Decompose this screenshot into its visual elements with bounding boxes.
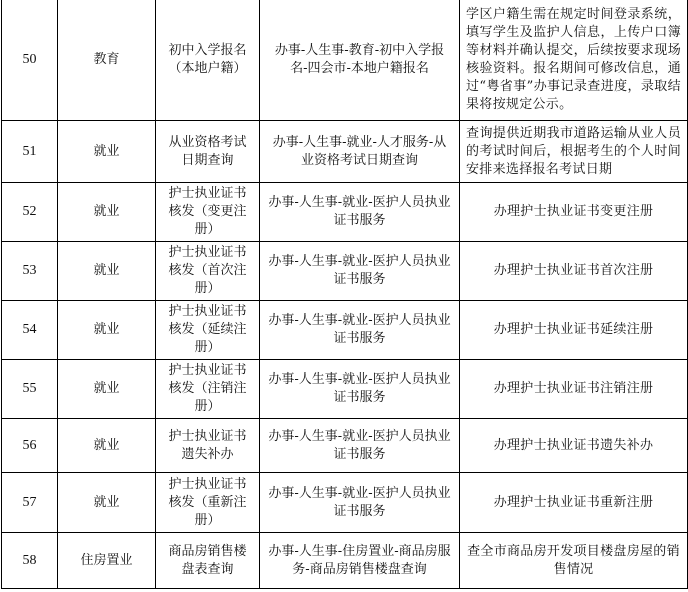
service-path-cell: 办事-人生事-就业-人才服务-从业资格考试日期查询 [260,121,460,183]
category-cell: 就业 [58,301,156,360]
category-cell: 就业 [58,419,156,473]
description-cell: 学区户籍生需在规定时间登录系统，填写学生及监护人信息，上传户口簿等材料并确认提交，后续按要求现场核验资料。报名期间可修改信息，通过“粤省事”办事记录查进度，录取结果将按规定公示。 [460,0,688,121]
table-row [2,121,688,183]
service-table [1,0,688,589]
description-cell: 办理护士执业证书遗失补办 [460,419,688,473]
service-name-cell: 商品房销售楼盘表查询 [156,533,260,589]
service-path-cell: 办事-人生事-就业-医护人员执业证书服务 [260,242,460,301]
description-cell: 办理护士执业证书延续注册 [460,301,688,360]
description-cell: 办理护士执业证书首次注册 [460,242,688,301]
table-row [2,533,688,589]
description-cell: 办理护士执业证书注销注册 [460,360,688,419]
table-row [2,242,688,301]
service-name-cell: 护士执业证书核发（重新注册） [156,473,260,533]
description-cell: 查询提供近期我市道路运输从业人员的考试时间后，根据考生的个人时间安排来选择报名考试日期 [460,121,688,183]
row-number: 57 [2,473,58,533]
row-number: 58 [2,533,58,589]
description-cell: 办理护士执业证书变更注册 [460,183,688,242]
row-number: 54 [2,301,58,360]
row-number: 56 [2,419,58,473]
category-cell: 就业 [58,242,156,301]
service-name-cell: 护士执业证书核发（注销注册） [156,360,260,419]
service-path-cell: 办事-人生事-就业-医护人员执业证书服务 [260,360,460,419]
row-number: 50 [2,0,58,121]
category-cell: 就业 [58,360,156,419]
table-row [2,301,688,360]
description-cell: 查全市商品房开发项目楼盘房屋的销售情况 [460,533,688,589]
service-path-cell: 办事-人生事-就业-医护人员执业证书服务 [260,419,460,473]
service-name-cell: 护士执业证书核发（首次注册） [156,242,260,301]
table-row [2,0,688,121]
category-cell: 住房置业 [58,533,156,589]
description-cell: 办理护士执业证书重新注册 [460,473,688,533]
service-path-cell: 办事-人生事-教育-初中入学报名-四会市-本地户籍报名 [260,0,460,121]
table-row [2,473,688,533]
table-row [2,360,688,419]
service-name-cell: 初中入学报名（本地户籍） [156,0,260,121]
row-number: 52 [2,183,58,242]
service-path-cell: 办事-人生事-就业-医护人员执业证书服务 [260,301,460,360]
service-name-cell: 护士执业证书遗失补办 [156,419,260,473]
table-row [2,183,688,242]
category-cell: 就业 [58,121,156,183]
service-name-cell: 从业资格考试日期查询 [156,121,260,183]
row-number: 53 [2,242,58,301]
category-cell: 就业 [58,183,156,242]
service-path-cell: 办事-人生事-住房置业-商品房服务-商品房销售楼盘查询 [260,533,460,589]
category-cell: 就业 [58,473,156,533]
row-number: 55 [2,360,58,419]
service-path-cell: 办事-人生事-就业-医护人员执业证书服务 [260,183,460,242]
service-name-cell: 护士执业证书核发（延续注册） [156,301,260,360]
service-path-cell: 办事-人生事-就业-医护人员执业证书服务 [260,473,460,533]
category-cell: 教育 [58,0,156,121]
table-row [2,419,688,473]
row-number: 51 [2,121,58,183]
service-name-cell: 护士执业证书核发（变更注册） [156,183,260,242]
